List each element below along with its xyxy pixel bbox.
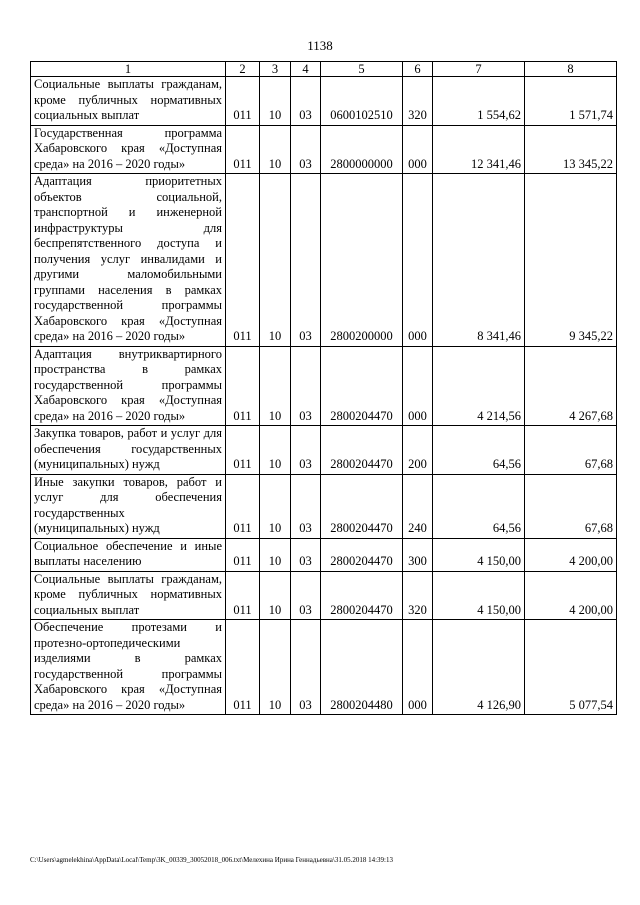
- cell-target-article: 2800000000: [321, 125, 403, 174]
- cell-expense-type: 000: [403, 125, 433, 174]
- row-name: Иные закупки товаров, работ и услуг для обеспечения государственных (муниципальных) нужд: [31, 474, 226, 538]
- cell-target-article: 2800204470: [321, 346, 403, 426]
- cell-target-article: 0600102510: [321, 77, 403, 126]
- column-header-5: 5: [321, 62, 403, 77]
- cell-section: 10: [260, 426, 291, 475]
- cell-expense-type: 000: [403, 174, 433, 347]
- cell-amount-2: 9 345,22: [525, 174, 617, 347]
- cell-amount-2: 4 200,00: [525, 571, 617, 620]
- row-name: Социальное обеспечение и иные выплаты населению: [31, 538, 226, 571]
- table-row: [31, 571, 617, 620]
- cell-ministry-code: 011: [226, 77, 260, 126]
- column-header-8: 8: [525, 62, 617, 77]
- table-row: [31, 538, 617, 571]
- cell-section: 10: [260, 174, 291, 347]
- cell-expense-type: 320: [403, 77, 433, 126]
- row-name: Адаптация внутриквартирного пространства в рамках государственной программы Хабаровского края «Доступная среда» на 2016 – 2020 годы»: [31, 346, 226, 426]
- table-row: [31, 125, 617, 174]
- cell-ministry-code: 011: [226, 571, 260, 620]
- cell-target-article: 2800204470: [321, 474, 403, 538]
- table-row: [31, 346, 617, 426]
- cell-amount-1: 1 554,62: [433, 77, 525, 126]
- cell-ministry-code: 011: [226, 426, 260, 475]
- column-header-3: 3: [260, 62, 291, 77]
- cell-ministry-code: 011: [226, 538, 260, 571]
- cell-amount-1: 4 150,00: [433, 538, 525, 571]
- column-header-6: 6: [403, 62, 433, 77]
- column-header-7: 7: [433, 62, 525, 77]
- cell-amount-2: 4 267,68: [525, 346, 617, 426]
- file-path-footer: C:\Users\agmelekhina\AppData\Local\Temp\3K_00339_30052018_006.txt\Мелехина Ирина Геннадьевна\31.05.2018 14:39:13: [30, 856, 393, 864]
- cell-subsection: 03: [291, 77, 321, 126]
- cell-subsection: 03: [291, 426, 321, 475]
- cell-amount-1: 4 126,90: [433, 620, 525, 715]
- cell-section: 10: [260, 346, 291, 426]
- row-name: Адаптация приоритетных объектов социальной, транспортной и инженерной инфраструктуры для беспрепятственного доступа и получения услуг инвалидами и другими маломобильными группами населения в рамках государственной программы Хабаровского края «Доступная среда» на 2016 – 2020 годы»: [31, 174, 226, 347]
- cell-ministry-code: 011: [226, 125, 260, 174]
- cell-section: 10: [260, 538, 291, 571]
- cell-amount-2: 67,68: [525, 426, 617, 475]
- table-row: [31, 620, 617, 715]
- row-name: Обеспечение протезами и протезно-ортопедическими изделиями в рамках государственной программы Хабаровского края «Доступная среда» на 2016 – 2020 годы»: [31, 620, 226, 715]
- column-header-2: 2: [226, 62, 260, 77]
- cell-amount-1: 4 214,56: [433, 346, 525, 426]
- cell-amount-2: 1 571,74: [525, 77, 617, 126]
- table-row: [31, 174, 617, 347]
- cell-amount-2: 67,68: [525, 474, 617, 538]
- cell-ministry-code: 011: [226, 346, 260, 426]
- cell-amount-2: 4 200,00: [525, 538, 617, 571]
- cell-section: 10: [260, 474, 291, 538]
- cell-section: 10: [260, 620, 291, 715]
- cell-target-article: 2800204480: [321, 620, 403, 715]
- cell-section: 10: [260, 125, 291, 174]
- cell-section: 10: [260, 571, 291, 620]
- cell-amount-2: 5 077,54: [525, 620, 617, 715]
- cell-expense-type: 320: [403, 571, 433, 620]
- cell-subsection: 03: [291, 620, 321, 715]
- row-name: Социальные выплаты гражданам, кроме публичных нормативных социальных выплат: [31, 571, 226, 620]
- cell-ministry-code: 011: [226, 620, 260, 715]
- table-row: [31, 474, 617, 538]
- cell-amount-1: 4 150,00: [433, 571, 525, 620]
- cell-section: 10: [260, 77, 291, 126]
- table-row: [31, 426, 617, 475]
- row-name: Социальные выплаты гражданам, кроме публичных нормативных социальных выплат: [31, 77, 226, 126]
- cell-ministry-code: 011: [226, 474, 260, 538]
- cell-expense-type: 200: [403, 426, 433, 475]
- cell-target-article: 2800204470: [321, 571, 403, 620]
- header-row: [31, 62, 617, 77]
- row-name: Государственная программа Хабаровского края «Доступная среда» на 2016 – 2020 годы»: [31, 125, 226, 174]
- cell-ministry-code: 011: [226, 174, 260, 347]
- column-header-4: 4: [291, 62, 321, 77]
- cell-subsection: 03: [291, 125, 321, 174]
- cell-target-article: 2800204470: [321, 538, 403, 571]
- cell-expense-type: 240: [403, 474, 433, 538]
- cell-expense-type: 300: [403, 538, 433, 571]
- page-number: 1138: [307, 38, 333, 53]
- cell-amount-1: 64,56: [433, 426, 525, 475]
- cell-subsection: 03: [291, 538, 321, 571]
- cell-subsection: 03: [291, 474, 321, 538]
- cell-subsection: 03: [291, 571, 321, 620]
- cell-target-article: 2800200000: [321, 174, 403, 347]
- cell-amount-1: 64,56: [433, 474, 525, 538]
- cell-amount-1: 8 341,46: [433, 174, 525, 347]
- cell-amount-2: 13 345,22: [525, 125, 617, 174]
- cell-expense-type: 000: [403, 620, 433, 715]
- cell-subsection: 03: [291, 346, 321, 426]
- budget-table: [30, 61, 617, 715]
- cell-expense-type: 000: [403, 346, 433, 426]
- table-row: [31, 77, 617, 126]
- column-header-1: 1: [31, 62, 226, 77]
- cell-amount-1: 12 341,46: [433, 125, 525, 174]
- cell-subsection: 03: [291, 174, 321, 347]
- row-name: Закупка товаров, работ и услуг для обеспечения государственных (муниципальных) нужд: [31, 426, 226, 475]
- cell-target-article: 2800204470: [321, 426, 403, 475]
